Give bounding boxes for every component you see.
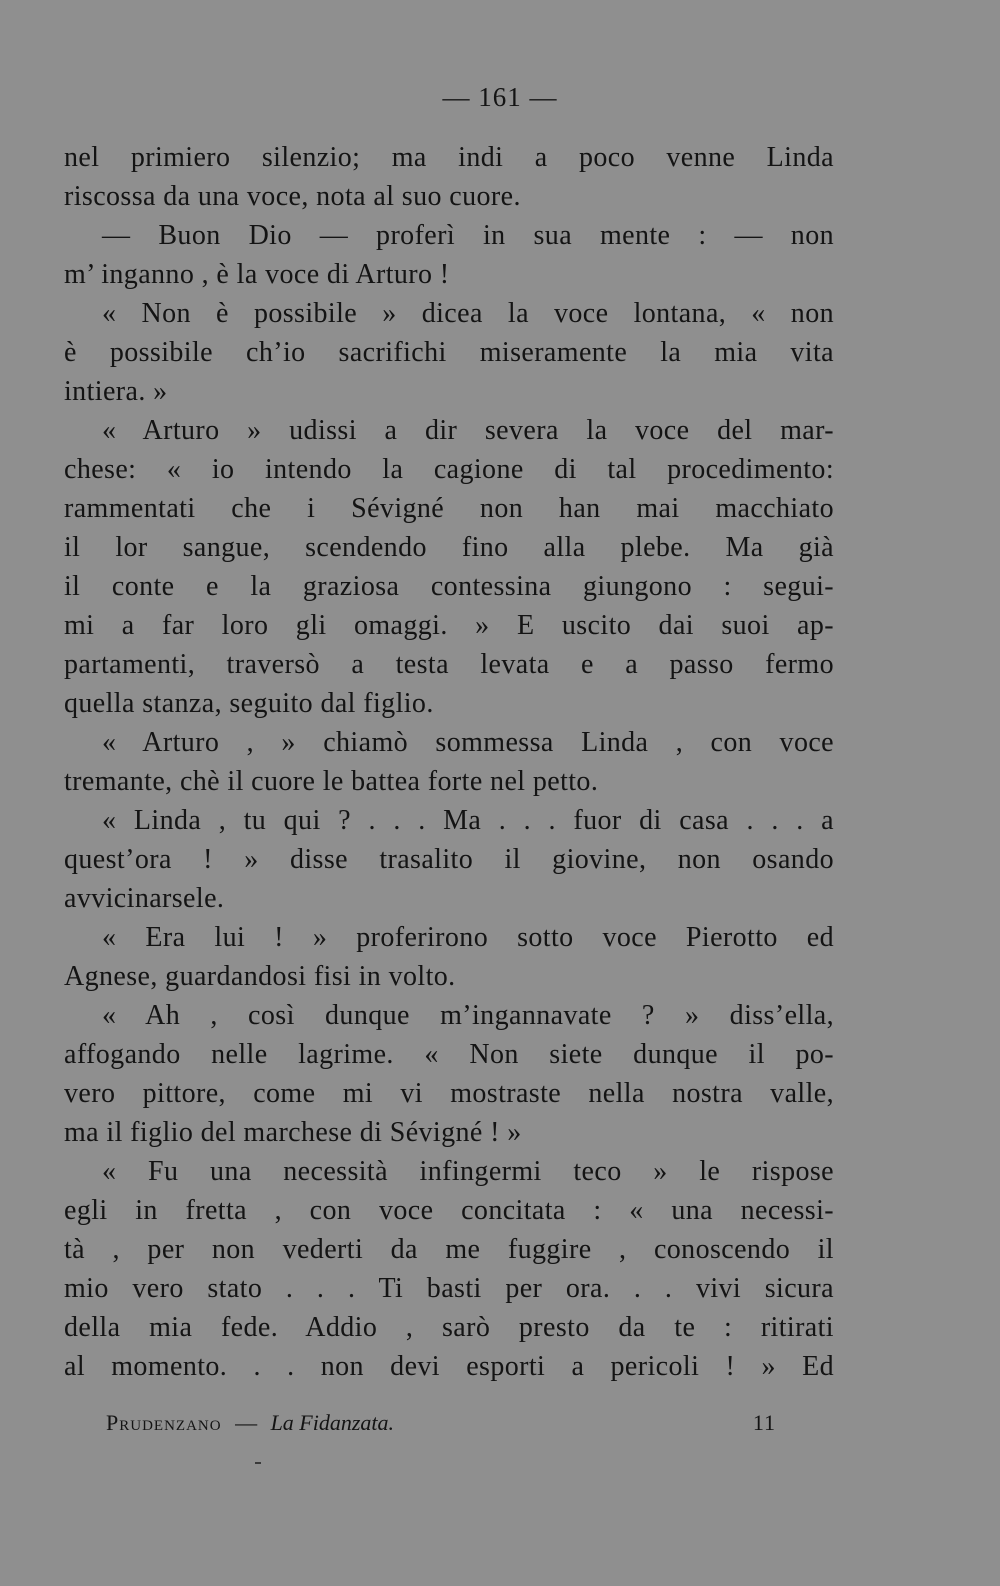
text-line: riscossa da una voce, nota al suo cuore. [64, 181, 521, 212]
text-line: Agnese, guardandosi fisi in volto. [64, 961, 456, 992]
text-line: nel primiero silenzio; ma indi a poco venne Linda [64, 142, 834, 173]
text-line: è possibile ch’io sacrifichi miseramente la mia vita [64, 337, 834, 368]
text-line: partamenti, traversò a testa levata e a passo fermo [64, 649, 834, 680]
text-line: « Linda , tu qui ? . . . Ma . . . fuor di casa . . . a [102, 805, 834, 836]
text-line: rammentati che i Sévigné non han mai macchiato [64, 493, 834, 524]
text-line: vero pittore, come mi vi mostraste nella nostra valle, [64, 1078, 834, 1109]
text-line: « Arturo , » chiamò sommessa Linda , con voce [102, 727, 834, 758]
footer-signature: 11 [752, 1410, 776, 1435]
footer-title: La Fidanzata. [270, 1410, 395, 1435]
text-line: m’ inganno , è la voce di Arturo ! [64, 259, 450, 290]
footer-author: Prudenzano [106, 1410, 222, 1435]
text-line: della mia fede. Addio , sarò presto da te : ritirati [64, 1312, 834, 1343]
text-line: intiera. » [64, 376, 168, 407]
text-line: il lor sangue, scendendo fino alla plebe. Ma già [64, 532, 834, 563]
text-line: affogando nelle lagrime. « Non siete dunque il po- [64, 1039, 834, 1070]
page-number: — 161 — [442, 82, 558, 112]
text-line: « Fu una necessità infingermi teco » le rispose [102, 1156, 834, 1187]
text-line: chese: « io intendo la cagione di tal procedimento: [64, 454, 834, 485]
text-line: ma il figlio del marchese di Sévigné ! » [64, 1117, 522, 1148]
text-line: « Arturo » udissi a dir severa la voce del mar- [102, 415, 834, 446]
text-line: mio vero stato . . . Ti basti per ora. . . vivi sicura [64, 1273, 834, 1304]
page-footer [106, 1410, 786, 1440]
text-line: tremante, chè il cuore le battea forte nel petto. [64, 766, 599, 797]
text-line: — Buon Dio — proferì in sua mente : — non [102, 220, 834, 251]
text-line: mi a far loro gli omaggi. » E uscito dai suoi ap- [64, 610, 834, 641]
text-line: al momento. . . non devi esporti a pericoli ! » Ed [64, 1351, 834, 1382]
text-line: tà , per non vederti da me fuggire , conoscendo il [64, 1234, 834, 1265]
text-line: egli in fretta , con voce concitata : « una necessi- [64, 1195, 834, 1226]
body-text [64, 138, 834, 1386]
scan-speck [255, 1462, 261, 1464]
text-line: « Era lui ! » proferirono sotto voce Pierotto ed [102, 922, 834, 953]
text-line: quest’ora ! » disse trasalito il giovine, non osando [64, 844, 834, 875]
footer-dash: — [235, 1410, 258, 1435]
text-line: il conte e la graziosa contessina giungono : segui- [64, 571, 834, 602]
text-line: quella stanza, seguito dal figlio. [64, 688, 434, 719]
text-line: avvicinarsele. [64, 883, 225, 914]
text-line: « Non è possibile » dicea la voce lontana, « non [102, 298, 834, 329]
text-line: « Ah , così dunque m’ingannavate ? » diss’ella, [102, 1000, 834, 1031]
